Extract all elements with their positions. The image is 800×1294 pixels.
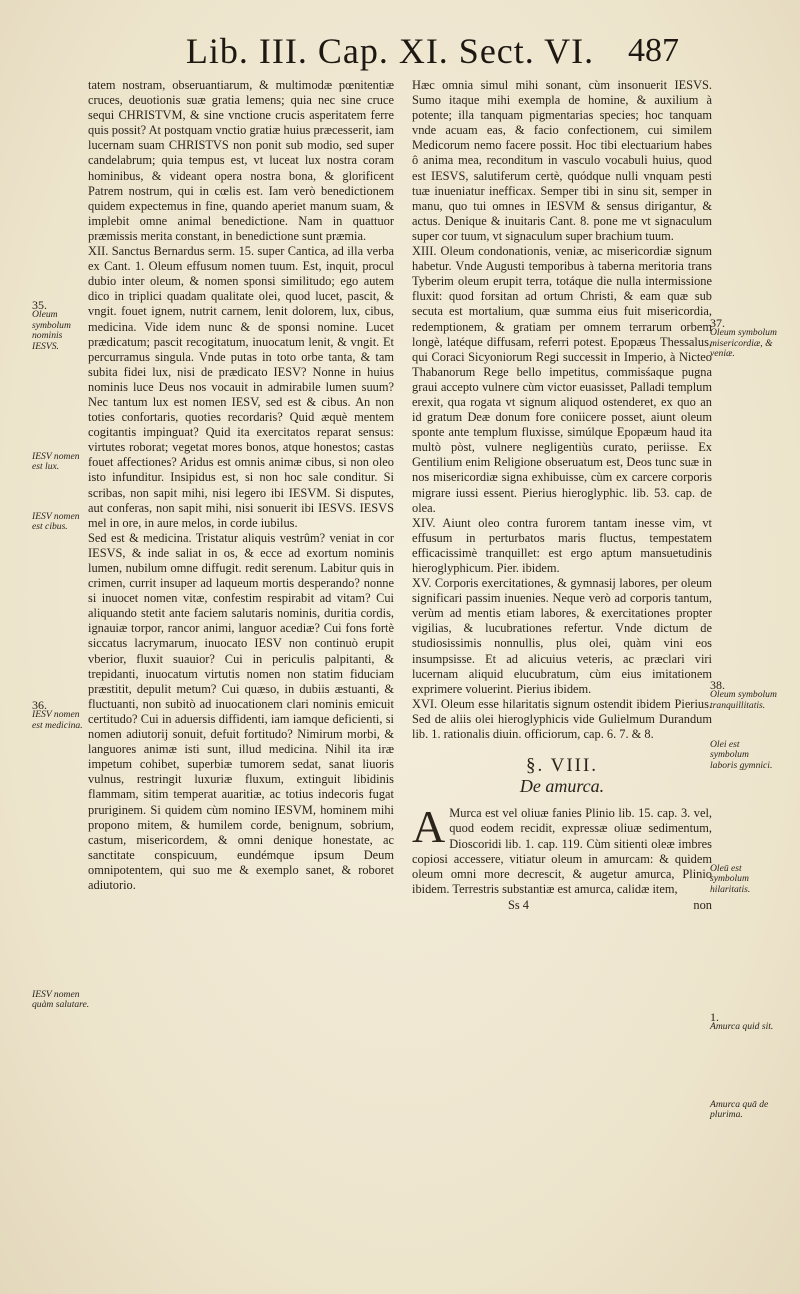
section-subheading: De amurca. <box>519 776 605 797</box>
margin-note-35 <box>32 300 90 352</box>
running-head: Lib. III. Cap. XI. Sect. VI. <box>185 31 595 71</box>
margin-note-plurima <box>710 1100 778 1121</box>
section-heading: §. VIII. <box>525 755 599 777</box>
right-paragraph-1: Hæc omnia simul mihi sonant, cùm insonuerit IESVS. Sumo itaque mihi exempla de homine, & auxilium à potente; illa tanquam pigmentarias species; hoc tanquam vnde acuam eas, & facio confectionem, cui similem Medicorum nemo facere possit. Hoc tibi electuarium habes ô anima mea, reconditum in vasculo vocabuli huius, quod est IESVS, salutiferum certè, quódque nulli vnquam pesti tuæ inueniatur inefficax. Semper tibi in sinu sit, semper in manu, quo tui omnes in IESVM & sensus dirigantur, & actus. Denique & inuitaris Cant. 8. pone me vt signaculum super cor tuum, vt signaculum super brachium tuum. <box>412 78 712 243</box>
margin-note-lux <box>32 452 90 473</box>
margin-note-text: Oleum symbolum tranquillitatis. <box>710 689 777 711</box>
right-paragraph-5: XVI. Oleum esse hilaritatis signum ostendit ibidem Pierius. Sed de aliis olei hieroglyphicis vide Gulielmum Durandum lib. 1. rationalis diuin. officiorum, cap. 6. 7. & 8. <box>412 696 712 742</box>
margin-note-36 <box>32 700 90 731</box>
margin-note-text: Oleū est symbolum hilaritatis. <box>710 863 751 895</box>
margin-note-text: Amurca quā de plurima. <box>710 1099 769 1121</box>
left-paragraph-3: Sed est & medicina. Tristatur aliquis vestrûm? veniat in cor IESVS, & inde saliat in os, & ecce ad exortum nominis lumen, nubilum omne diffugit. redit serenum. Labitur quis in crimen, currit insuper ad laqueum mortis desperando? nonne si inuocet nomen vitæ, confestim respirabit ad vitam? Cui aliquando stetit ante faciem salutaris nominis, duritia cordis, ignauiæ torpor, rancor animi, languor acediæ? Cui fons fortè siccatus lacrymarum, inuocato IESV non continuò erupit vberior, fluxit suauior? Cui in periculis palpitanti, & trepidanti, inuocatum virtutis nomen non statim fiduciam præstitit, depulit metum? Cui quæso, in dubiis æstuanti, & fluctuanti, non subitò ad inuocationem clari nominis emicuit certitudo? Cui in aduersis diffidenti, iam iamque deficienti, si nomen adiutorij sonuit, defuit fortitudo? Nimirum morbi, & languores animæ isti sunt, illud medicina. Nihil ita iræ impetum cohibet, superbiæ tumorem sedat, sanat liuoris vulnus, restringit luxuriæ fluxum, extinguit libidinis flammam, sitim temperat auaritiæ, ac totius indecoris fugat pruriginem. Si quidem cùm nomino IESVM, hominem mihi propono mitem, & humilem corde, benignum, sobrium, castum, misericordem, & omni denique honestate, ac sanctitate conspicuum, eundémque ipsum Deum omnipotentem, qui suo me & exemplo sanet, & roboret adiutorio. <box>88 530 394 892</box>
margin-note-37 <box>710 318 778 360</box>
margin-note-38 <box>710 680 778 711</box>
right-paragraph-3: XIV. Aiunt oleo contra furorem tantam inesse vim, vt effusum in perturbatos maris fluctus, tempestatem efficacissimè tranquillet: est ergo aptum mansuetudinis hieroglyphicum. Pier. ibidem. <box>412 515 712 575</box>
margin-note-number: 1. <box>710 1010 719 1024</box>
page-header <box>0 30 800 80</box>
margin-note-salutare <box>32 990 90 1011</box>
margin-note-number: 37. <box>710 316 725 330</box>
margin-note-text: Oleum symbolum misericordiæ, & veniæ. <box>710 327 777 360</box>
page-number: 487 <box>628 32 679 69</box>
margin-note-text: Amurca quid sit. <box>710 1021 774 1033</box>
margin-note-1 <box>710 1012 778 1033</box>
margin-note-text: IESV nomen est lux. <box>32 451 80 473</box>
drop-capital: A <box>412 801 446 853</box>
margin-note-hilaritas <box>710 864 778 895</box>
margin-note-text: IESV nomen est medicina. <box>32 709 83 731</box>
right-paragraph-6-text: Murca est vel oliuæ fanies Plinio lib. 15. cap. 3. vel, quod eodem recidit, expressæ oliuæ sedimentum, Dioscoridi lib. 1. cap. 119. Cùm sitienti oleæ imbres copiosi accessere, vitiatur oleum in amurcam: & quidem oleum omni more decrescit, & augetur amurca, Plinio ibidem. Terrestris substantiæ est amurca, calidæ item, <box>412 806 712 896</box>
right-paragraph-4: XV. Corporis exercitationes, & gymnasij labores, per oleum significari passim inuenies. Neque verò ad corporis tantum, verùm ad mentis etiam labores, & exercitationes propter vigilias, & lucubrationes refertur. Vnde dictum de studiosissimis nonnullis, plus olei, quàm vini eos insumpsisse. Et ad alicuius veteris, ac præclari viri lucernam aliquid elucubratum, cùm eius imitationem exprimere voluerint. Pierius ibidem. <box>412 576 712 696</box>
catchword: non <box>693 897 712 912</box>
right-paragraph-2: XIII. Oleum condonationis, veniæ, ac misericordiæ signum habetur. Vnde Augusti temporibus à taberna meritoria trans Tyberim oleum erupit terra, totáque die nulla intermissione fluxit: quod forsitan ad ortum Christi, & eam quæ sub secuta est mortalium, quæ summa eius fuit misericordia, redemptionem, & gratiam per omnem terrarum orbem longè, latéque diffusam, referri potest. Epopæus Thessalus, qui Coraci Sicyoniorum Regi successit in Imperio, à Nicteo Thabanorum Rege bello impetitus, commisśaque pugna graui accepto vulnere cùm victor euasisset, Palladi templum erexit, qua rogata vt signum aliquod ostenderet, ex quo an id gratum Deæ donum fore coniicere posset, aiunt oleum sponte ante templum fluxisse, simúlque Epopæum haud ita multò pòst, vulnere negligentiùs curato, periisse. Ex Gentilium enim Religione obseruatum est, Deos tunc suæ in nos misericordiæ signa exhibuisse, cùm ex carcere corporis migrare iussi essent. Pierius hieroglyphic. lib. 53. cap. de olea. <box>412 244 712 515</box>
margin-note-number: 38. <box>710 678 725 692</box>
signature-mark: Ss 4 <box>508 897 530 912</box>
margin-note-number: 35. <box>32 298 47 312</box>
left-paragraph-1: tatem nostram, obseruantiarum, & multimodæ pœnitentiæ cruces, deuotionis suæ gratia lemens; quia nec sine cruce sequi CHRISTVM, & sine vnctione crucis asperitatem ferre quis possit? At postquam vnctio gratiæ huius præcesserit, iam lucernam suam CHRISTVS non ponit sub modio, sed super candelabrum; quia tempus est, vt luceat lux nostra coram hominibus, & videant opera nostra bona, & glorificent Patrem nostrum, qui in cœlis est. Iam verò benedictionem quidem expectemus in fine, quando aperiet manum suam, & implebit omne animal benedictione. Nam in quattuor præmissis merita constant, in benedictione sunt præmia. <box>88 78 394 243</box>
margin-note-gymnicus <box>710 740 778 771</box>
page-footer <box>412 898 712 913</box>
margin-note-text: IESV nomen est cibus. <box>32 511 80 533</box>
margin-note-text: Olei est symbolum laboris gymnici. <box>710 739 773 771</box>
right-paragraph-6 <box>412 801 712 897</box>
left-column <box>88 78 394 893</box>
margin-note-text: Oleum symbolum nominis IESVS. <box>32 309 71 352</box>
right-column <box>412 78 712 913</box>
margin-note-number: 36. <box>32 698 47 712</box>
left-paragraph-2: XII. Sanctus Bernardus serm. 15. super Cantica, ad illa verba ex Cant. 1. Oleum effusum nomen tuum. Est, inquit, procul dubio inter oleum, & nomen sponsi similitudo; ego autem dico in triplici quadam qualitate olei, quod lucet, pascit, & vngit. fouet ignem, nutrit carnem, lenit dolorem, lux, cibus, medicina. Vide idem nunc & de sponsi nomine. Lucet prædicatum; pascit recogitatum, inuocatum lenit, & vngit. Et percurramus singula. Vnde putas in toto orbe tanta, & tam subita fidei lux, nisi de prædicato IESV? Nonne in huius nominis luce Deus nos vocauit in admirabile lumen suum? Nec tantum lux est nomen IESV, sed est & cibus. An non toties confortaris, quoties recordaris? Quid æquè mentem cogitantis impinguat? Quid ita exercitatos reparat sensus: virtutes roborat; vegetat mores bonos, atque honestos; castas fouet affectiones? Aridus est omnis animæ cibus, si non oleo isto infunditur. Insipidus est, si non hoc sale conditur. Si scribas, non sapit mihi, nisi legero ibi IESVM. Si disputes, aut conferas, non sapit mihi, nisi sonuerit ibi IESVS. IESVS mel in ore, in aure melos, in corde iubilus. <box>88 244 394 530</box>
margin-note-text: IESV nomen quàm salutare. <box>32 989 90 1011</box>
margin-note-cibus <box>32 512 90 533</box>
